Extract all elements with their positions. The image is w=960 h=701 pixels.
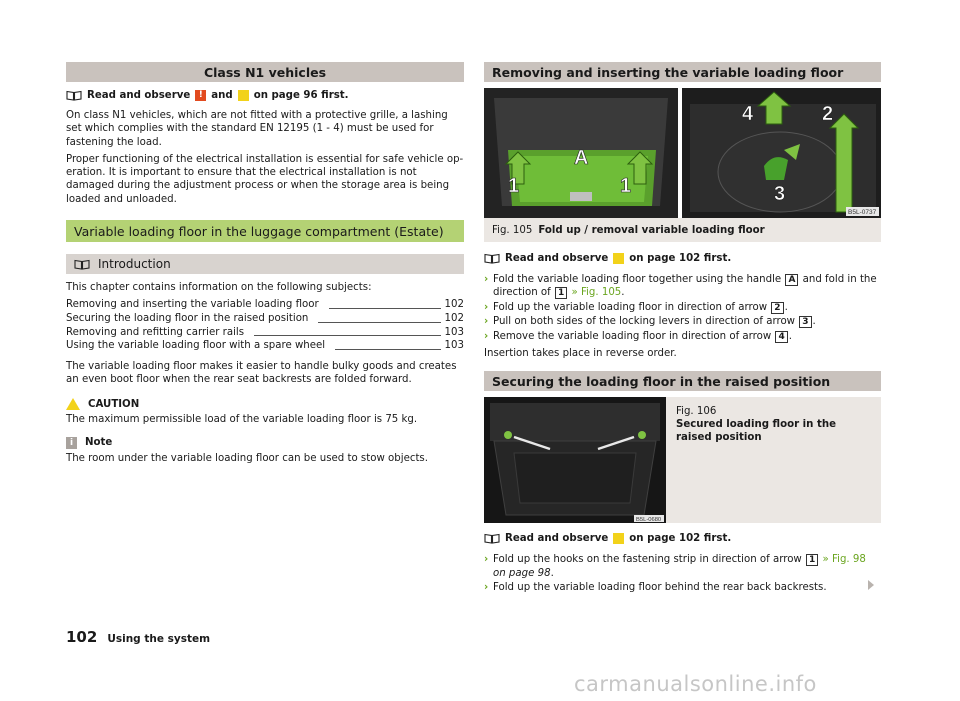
right-column bbox=[484, 62, 881, 595]
intro-paragraph: This chapter contains information on the following subjects: bbox=[66, 282, 372, 294]
n1-section-title: Class N1 vehicles bbox=[66, 62, 464, 82]
caution-yellow-icon bbox=[238, 90, 249, 101]
figure-label-2: 2 bbox=[822, 103, 834, 125]
chevron-right-icon: › bbox=[484, 554, 489, 566]
removal-steps bbox=[484, 273, 881, 343]
warning-red-icon: ! bbox=[195, 90, 206, 101]
page-footer bbox=[66, 628, 210, 646]
figure-reference-link[interactable]: » Fig. 105 bbox=[571, 287, 622, 299]
read-observe-line: Read and observe on page 102 first. bbox=[484, 531, 881, 545]
watermark: carmanualsonline.info bbox=[574, 672, 817, 696]
caution-heading: CAUTION bbox=[66, 398, 464, 410]
chevron-right-icon: › bbox=[484, 274, 489, 285]
toc-row[interactable]: Removing and inserting the variable loading floor 102 bbox=[66, 299, 464, 311]
note-text: The room under the variable loading floor can be used to stow objects. bbox=[66, 452, 428, 464]
list-item: › Fold the variable loading floor together using the handle A and fold in the direction of 1 » Fig. 105. bbox=[484, 274, 877, 299]
figure-label-1: 1 bbox=[620, 175, 632, 197]
figure-code: B5L-0737 bbox=[848, 209, 877, 216]
caution-yellow-icon bbox=[613, 533, 624, 544]
figure-105-illustration bbox=[484, 88, 881, 218]
book-icon bbox=[74, 259, 90, 270]
chevron-right-icon: › bbox=[484, 301, 489, 313]
page-number: 102 bbox=[66, 628, 98, 646]
toc-row[interactable]: Using the variable loading floor with a spare wheel 103 bbox=[66, 340, 464, 352]
info-icon: i bbox=[66, 437, 77, 449]
figure-code: B5L-0680 bbox=[636, 517, 662, 524]
loading-floor-section-title: Variable loading floor in the luggage compartment (Estate) bbox=[66, 220, 464, 242]
caution-yellow-icon bbox=[613, 253, 624, 264]
figure-105-caption: Fig. 105 Fold up / removal variable loading floor bbox=[484, 218, 881, 242]
n1-paragraph: On class N1 vehicles, which are not fitted with a protective grille, a lashing set which complies with the standard EN 12195 (1 - 4) must be used for fastening the load. bbox=[66, 110, 448, 148]
figure-reference-link[interactable]: » Fig. 98 bbox=[822, 554, 866, 566]
toc-row[interactable]: Removing and refitting carrier rails 103 bbox=[66, 326, 464, 338]
note-heading: i Note bbox=[66, 437, 464, 449]
list-item: › Fold up the variable loading floor behind the rear back backrests. bbox=[484, 582, 827, 594]
reverse-order-text: Insertion takes place in reverse order. bbox=[484, 348, 677, 360]
book-icon bbox=[66, 90, 82, 101]
list-item: › Fold up the variable loading floor in direction of arrow 2 . bbox=[484, 301, 788, 313]
figure-label-4: 4 bbox=[742, 103, 754, 125]
toc-row[interactable]: Securing the loading floor in the raised position 102 bbox=[66, 312, 464, 324]
table-of-contents bbox=[66, 298, 464, 352]
caution-triangle-icon bbox=[66, 398, 80, 410]
section-name: Using the system bbox=[107, 633, 211, 645]
figure-105-image bbox=[484, 88, 881, 218]
continue-arrow-icon bbox=[868, 580, 874, 590]
list-item: › Remove the variable loading floor in direction of arrow 4 . bbox=[484, 330, 792, 342]
book-icon bbox=[484, 253, 500, 264]
figure-106-caption: Fig. 106 Secured loading floor in the raised position bbox=[676, 406, 836, 444]
list-item: › Pull on both sides of the locking levers in direction of arrow 3 . bbox=[484, 316, 816, 328]
book-icon bbox=[484, 533, 500, 544]
caution-text: The maximum permissible load of the variable loading floor is 75 kg. bbox=[66, 414, 418, 426]
chevron-right-icon: › bbox=[484, 316, 489, 328]
secure-section-title: Securing the loading floor in the raised position bbox=[484, 371, 881, 391]
left-column bbox=[66, 62, 464, 465]
figure-106-illustration bbox=[484, 397, 666, 523]
securing-steps bbox=[484, 553, 881, 594]
figure-label-1: 1 bbox=[508, 175, 520, 197]
introduction-heading: Introduction bbox=[66, 254, 464, 274]
figure-label-3: 3 bbox=[774, 183, 786, 205]
chevron-right-icon: › bbox=[484, 330, 489, 342]
figure-106 bbox=[484, 397, 881, 523]
electrical-paragraph: Proper functioning of the electrical installation is essential for safe vehicle op-eration. It is important to ensure that the electrical installation is not damaged during the adjustment process or when the storage area is being loaded and unloaded. bbox=[66, 153, 464, 205]
list-item: › Fold up the hooks on the fastening strip in direction of arrow 1 » Fig. 98 on page 98. bbox=[484, 554, 866, 579]
read-observe-line: Read and observe on page 102 first. bbox=[484, 251, 881, 265]
figure-106-image bbox=[484, 397, 666, 523]
variable-floor-paragraph: The variable loading floor makes it easier to handle bulky goods and creates an even boot floor when the rear seat backrests are folded forward. bbox=[66, 360, 457, 386]
chevron-right-icon: › bbox=[484, 582, 489, 594]
figure-label-a: A bbox=[574, 147, 589, 169]
read-observe-line: Read and observe ! and on page 96 first. bbox=[66, 88, 464, 102]
remove-section-title: Removing and inserting the variable loading floor bbox=[484, 62, 881, 82]
